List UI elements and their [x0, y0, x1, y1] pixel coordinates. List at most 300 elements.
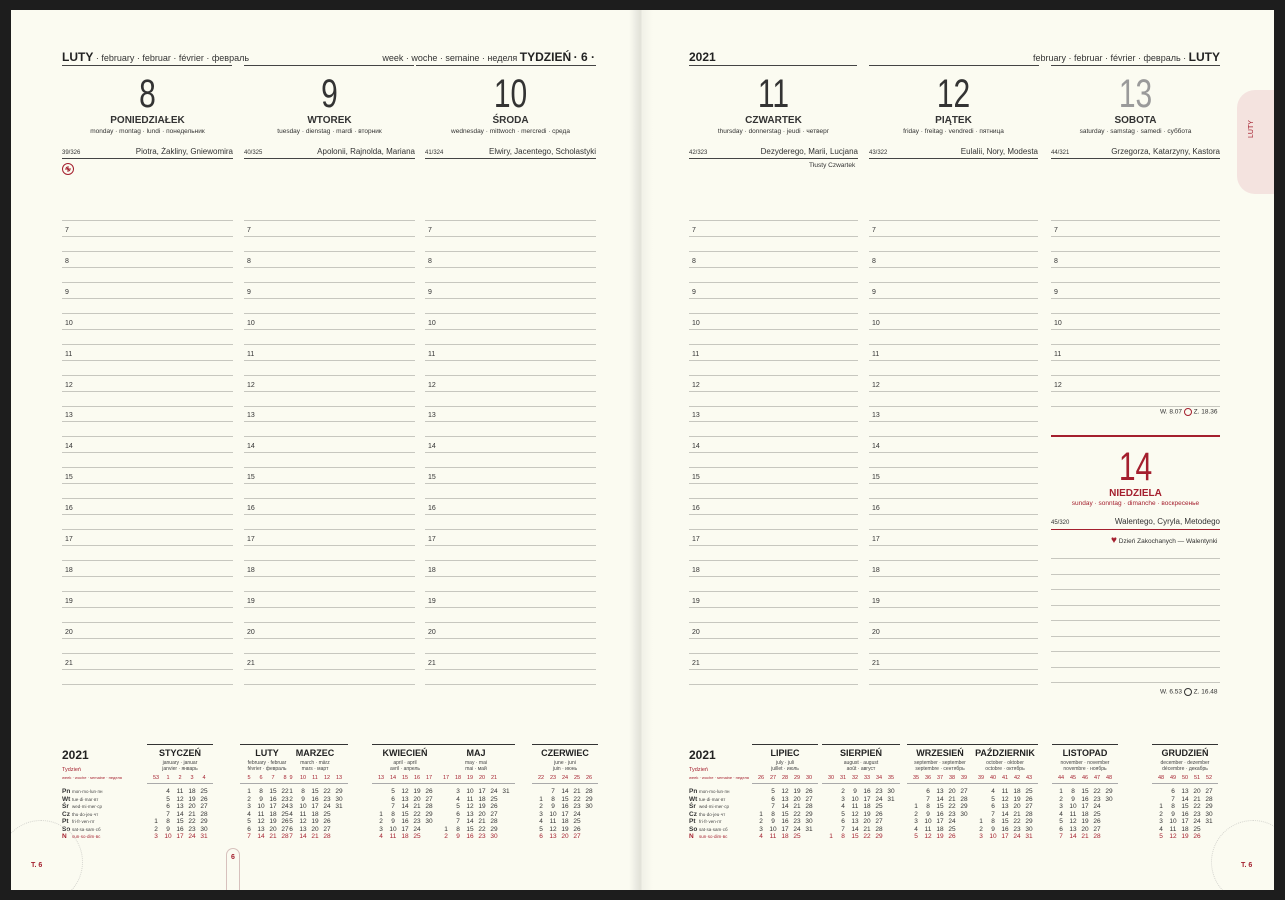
hour-line[interactable] — [62, 298, 233, 299]
mini-day[interactable]: 2 — [154, 825, 158, 833]
hour-line[interactable] — [425, 282, 596, 283]
mini-day[interactable]: 14 — [176, 810, 184, 818]
hour-line[interactable] — [244, 267, 415, 268]
hour-line[interactable] — [425, 391, 596, 392]
hour-line[interactable] — [425, 545, 596, 546]
hour-line[interactable] — [244, 529, 415, 530]
mini-day[interactable]: 25 — [413, 833, 421, 840]
mini-day[interactable]: 17 — [1001, 833, 1009, 840]
mini-day[interactable]: 11 — [549, 818, 557, 825]
mini-day[interactable]: 1 — [379, 810, 383, 818]
mini-day[interactable]: 8 — [551, 795, 555, 803]
mini-day[interactable]: 31 — [805, 825, 813, 833]
mini-day[interactable]: 6 — [456, 810, 460, 818]
mini-day[interactable]: 14 — [401, 803, 409, 810]
mini-day[interactable]: 7 — [991, 810, 995, 818]
hour-line[interactable] — [869, 236, 1038, 237]
mini-day[interactable]: 30 — [1105, 795, 1113, 803]
hour-line[interactable] — [244, 282, 415, 283]
mini-day[interactable]: 28 — [490, 818, 498, 825]
mini-day[interactable]: 26 — [200, 795, 208, 803]
mini-day[interactable]: 23 — [573, 803, 581, 810]
hour-line[interactable] — [1051, 313, 1220, 314]
hour-line[interactable] — [244, 498, 415, 499]
hour-line[interactable] — [244, 622, 415, 623]
mini-day[interactable]: 17 — [478, 788, 486, 795]
hour-line[interactable] — [425, 669, 596, 670]
mini-day[interactable]: 2 — [759, 818, 763, 825]
mini-day[interactable]: 25 — [573, 818, 581, 825]
mini-day[interactable]: 1 — [1059, 788, 1063, 795]
mini-day[interactable]: 3 — [247, 803, 251, 810]
hour-line[interactable] — [869, 653, 1038, 654]
hour-line[interactable] — [689, 282, 858, 283]
mini-day[interactable]: 27 — [875, 818, 883, 825]
mini-day[interactable]: 23 — [1093, 795, 1101, 803]
mini-day[interactable]: 5 — [289, 818, 293, 825]
mini-day[interactable]: 12 — [1069, 818, 1077, 825]
mini-day[interactable]: 13 — [1069, 825, 1077, 833]
mini-day[interactable]: 15 — [1001, 818, 1009, 825]
mini-day[interactable]: 20 — [948, 788, 956, 795]
mini-day[interactable]: 26 — [323, 818, 331, 825]
hour-line[interactable] — [244, 236, 415, 237]
mini-day[interactable]: 27 — [960, 788, 968, 795]
mini-day[interactable]: 13 — [549, 833, 557, 840]
mini-day[interactable]: 23 — [793, 818, 801, 825]
mini-day[interactable]: 27 — [1205, 788, 1213, 795]
hour-line[interactable] — [62, 452, 233, 453]
hour-line[interactable] — [244, 452, 415, 453]
hour-line[interactable] — [244, 329, 415, 330]
mini-day[interactable]: 26 — [1093, 818, 1101, 825]
mini-day[interactable]: 17 — [269, 803, 277, 810]
mini-day[interactable]: 19 — [413, 788, 421, 795]
hour-line[interactable] — [62, 622, 233, 623]
hour-line[interactable] — [425, 360, 596, 361]
hour-line[interactable] — [425, 591, 596, 592]
hour-line[interactable] — [689, 514, 858, 515]
hour-line[interactable] — [425, 622, 596, 623]
hour-line[interactable] — [425, 607, 596, 608]
mini-day[interactable]: 20 — [793, 795, 801, 803]
mini-day[interactable]: 14 — [851, 825, 859, 833]
mini-day[interactable]: 26 — [1025, 795, 1033, 803]
mini-day[interactable]: 23 — [281, 795, 289, 803]
mini-day[interactable]: 25 — [875, 803, 883, 810]
hour-line[interactable] — [689, 529, 858, 530]
mini-day[interactable]: 13 — [401, 795, 409, 803]
mini-day[interactable]: 28 — [200, 810, 208, 818]
mini-day[interactable]: 16 — [311, 795, 319, 803]
mini-day[interactable]: 8 — [1071, 788, 1075, 795]
mini-day[interactable]: 16 — [176, 825, 184, 833]
mini-day[interactable]: 6 — [771, 795, 775, 803]
mini-day[interactable]: 22 — [573, 795, 581, 803]
mini-day[interactable]: 10 — [164, 833, 172, 840]
mini-day[interactable]: 21 — [863, 825, 871, 833]
mini-day[interactable]: 8 — [391, 810, 395, 818]
mini-day[interactable]: 14 — [1069, 833, 1077, 840]
mini-day[interactable]: 22 — [1013, 818, 1021, 825]
mini-day[interactable]: 2 — [289, 795, 293, 803]
mini-day[interactable]: 29 — [805, 810, 813, 818]
mini-day[interactable]: 18 — [1081, 810, 1089, 818]
hour-line[interactable] — [62, 329, 233, 330]
mini-day[interactable]: 14 — [1001, 810, 1009, 818]
mini-day[interactable]: 3 — [841, 795, 845, 803]
mini-day[interactable]: 26 — [948, 833, 956, 840]
mini-day[interactable]: 29 — [425, 810, 433, 818]
hour-line[interactable] — [1051, 251, 1220, 252]
mini-day[interactable]: 4 — [456, 795, 460, 803]
mini-day[interactable]: 1 — [759, 810, 763, 818]
mini-day[interactable]: 30 — [1205, 810, 1213, 818]
hour-line[interactable] — [425, 560, 596, 561]
mini-day[interactable]: 17 — [1081, 803, 1089, 810]
mini-day[interactable]: 5 — [1059, 818, 1063, 825]
mini-day[interactable]: 10 — [769, 825, 777, 833]
mini-day[interactable]: 26 — [875, 810, 883, 818]
hour-line[interactable] — [62, 406, 233, 407]
mini-day[interactable]: 10 — [466, 788, 474, 795]
hour-line[interactable] — [425, 421, 596, 422]
mini-day[interactable]: 20 — [413, 795, 421, 803]
hour-line[interactable] — [425, 267, 596, 268]
note-line[interactable] — [1051, 558, 1220, 559]
mini-day[interactable]: 4 — [1159, 825, 1163, 833]
hour-line[interactable] — [244, 669, 415, 670]
mini-day[interactable]: 2 — [841, 788, 845, 795]
mini-day[interactable]: 11 — [299, 810, 307, 818]
hour-line[interactable] — [62, 483, 233, 484]
mini-day[interactable]: 17 — [176, 833, 184, 840]
mini-day[interactable]: 11 — [257, 810, 265, 818]
mini-day[interactable]: 14 — [257, 833, 265, 840]
mini-day[interactable]: 1 — [154, 818, 158, 825]
hour-line[interactable] — [425, 452, 596, 453]
mini-day[interactable]: 8 — [991, 818, 995, 825]
hour-line[interactable] — [869, 483, 1038, 484]
mini-day[interactable]: 14 — [1181, 795, 1189, 803]
hour-line[interactable] — [689, 344, 858, 345]
mini-day[interactable]: 4 — [289, 810, 293, 818]
hour-line[interactable] — [869, 529, 1038, 530]
mini-day[interactable]: 9 — [991, 825, 995, 833]
mini-day[interactable]: 22 — [413, 810, 421, 818]
hour-line[interactable] — [1051, 282, 1220, 283]
mini-day[interactable]: 26 — [805, 788, 813, 795]
mini-day[interactable]: 12 — [549, 825, 557, 833]
mini-day[interactable]: 21 — [948, 795, 956, 803]
mini-day[interactable]: 5 — [1159, 833, 1163, 840]
mini-day[interactable]: 20 — [561, 833, 569, 840]
mini-day[interactable]: 28 — [1025, 810, 1033, 818]
mini-day[interactable]: 18 — [478, 795, 486, 803]
mini-day[interactable]: 11 — [1169, 825, 1177, 833]
hour-line[interactable] — [62, 529, 233, 530]
mini-day[interactable]: 2 — [914, 810, 918, 818]
mini-day[interactable]: 19 — [1013, 795, 1021, 803]
mini-day[interactable]: 12 — [466, 803, 474, 810]
mini-day[interactable]: 12 — [401, 788, 409, 795]
hour-line[interactable] — [869, 669, 1038, 670]
hour-line[interactable] — [1051, 298, 1220, 299]
hour-line[interactable] — [244, 591, 415, 592]
mini-day[interactable]: 20 — [269, 825, 277, 833]
hour-line[interactable] — [244, 406, 415, 407]
mini-day[interactable]: 2 — [444, 833, 448, 840]
mini-day[interactable]: 10 — [389, 825, 397, 833]
mini-day[interactable]: 31 — [1205, 818, 1213, 825]
hour-line[interactable] — [62, 545, 233, 546]
mini-day[interactable]: 21 — [269, 833, 277, 840]
hour-line[interactable] — [689, 298, 858, 299]
hour-line[interactable] — [1051, 406, 1220, 407]
hour-line[interactable] — [1051, 329, 1220, 330]
mini-day[interactable]: 15 — [1181, 803, 1189, 810]
mini-day[interactable]: 20 — [863, 818, 871, 825]
mini-day[interactable]: 1 — [1159, 803, 1163, 810]
mini-day[interactable]: 26 — [425, 788, 433, 795]
mini-day[interactable]: 29 — [960, 803, 968, 810]
mini-day[interactable]: 22 — [281, 788, 289, 795]
mini-day[interactable]: 24 — [323, 803, 331, 810]
hour-line[interactable] — [425, 653, 596, 654]
mini-day[interactable]: 11 — [389, 833, 397, 840]
note-line[interactable] — [1051, 682, 1220, 683]
mini-day[interactable]: 7 — [551, 788, 555, 795]
mini-day[interactable]: 19 — [936, 833, 944, 840]
hour-line[interactable] — [689, 576, 858, 577]
mini-day[interactable]: 16 — [863, 788, 871, 795]
hour-line[interactable] — [425, 514, 596, 515]
mini-day[interactable]: 9 — [391, 818, 395, 825]
hour-line[interactable] — [62, 638, 233, 639]
hour-line[interactable] — [62, 669, 233, 670]
hour-line[interactable] — [689, 360, 858, 361]
hour-line[interactable] — [689, 498, 858, 499]
hour-line[interactable] — [869, 514, 1038, 515]
hour-line[interactable] — [689, 545, 858, 546]
mini-day[interactable]: 10 — [924, 818, 932, 825]
mini-day[interactable]: 8 — [259, 788, 263, 795]
mini-day[interactable]: 21 — [793, 803, 801, 810]
mini-day[interactable]: 6 — [1059, 825, 1063, 833]
mini-day[interactable]: 5 — [391, 788, 395, 795]
mini-day[interactable]: 6 — [539, 833, 543, 840]
mini-day[interactable]: 26 — [573, 825, 581, 833]
hour-line[interactable] — [244, 375, 415, 376]
mini-day[interactable]: 15 — [176, 818, 184, 825]
hour-line[interactable] — [62, 344, 233, 345]
hour-line[interactable] — [869, 421, 1038, 422]
mini-day[interactable]: 10 — [1069, 803, 1077, 810]
mini-day[interactable]: 8 — [301, 788, 305, 795]
hour-line[interactable] — [869, 560, 1038, 561]
hour-line[interactable] — [425, 576, 596, 577]
hour-line[interactable] — [244, 360, 415, 361]
mini-day[interactable]: 17 — [401, 825, 409, 833]
hour-line[interactable] — [244, 607, 415, 608]
mini-day[interactable]: 23 — [1013, 825, 1021, 833]
mini-day[interactable]: 14 — [781, 803, 789, 810]
hour-line[interactable] — [869, 267, 1038, 268]
mini-day[interactable]: 30 — [200, 825, 208, 833]
hour-line[interactable] — [62, 467, 233, 468]
mini-day[interactable]: 9 — [926, 810, 930, 818]
mini-day[interactable]: 2 — [539, 803, 543, 810]
hour-line[interactable] — [244, 576, 415, 577]
mini-day[interactable]: 24 — [1193, 818, 1201, 825]
mini-day[interactable]: 13 — [257, 825, 265, 833]
hour-line[interactable] — [62, 267, 233, 268]
mini-day[interactable]: 5 — [771, 788, 775, 795]
mini-day[interactable]: 25 — [323, 810, 331, 818]
hour-line[interactable] — [62, 360, 233, 361]
mini-day[interactable]: 29 — [1105, 788, 1113, 795]
mini-day[interactable]: 9 — [551, 803, 555, 810]
mini-day[interactable]: 4 — [841, 803, 845, 810]
hour-line[interactable] — [62, 607, 233, 608]
mini-day[interactable]: 2 — [1059, 795, 1063, 803]
mini-day[interactable]: 16 — [401, 818, 409, 825]
hour-line[interactable] — [62, 282, 233, 283]
mini-day[interactable]: 21 — [573, 788, 581, 795]
mini-day[interactable]: 29 — [490, 825, 498, 833]
hour-line[interactable] — [1051, 267, 1220, 268]
hour-line[interactable] — [244, 560, 415, 561]
mini-day[interactable]: 12 — [176, 795, 184, 803]
hour-line[interactable] — [425, 251, 596, 252]
mini-day[interactable]: 14 — [561, 788, 569, 795]
mini-day[interactable]: 10 — [1169, 818, 1177, 825]
mini-day[interactable]: 13 — [1181, 788, 1189, 795]
mini-day[interactable]: 26 — [1193, 833, 1201, 840]
hour-line[interactable] — [689, 421, 858, 422]
hour-line[interactable] — [869, 329, 1038, 330]
mini-day[interactable]: 31 — [502, 788, 510, 795]
mini-day[interactable]: 27 — [1025, 803, 1033, 810]
hour-line[interactable] — [425, 483, 596, 484]
mini-day[interactable]: 8 — [926, 803, 930, 810]
mini-day[interactable]: 15 — [1081, 788, 1089, 795]
hour-line[interactable] — [244, 313, 415, 314]
hour-line[interactable] — [1051, 344, 1220, 345]
mini-day[interactable]: 30 — [490, 833, 498, 840]
mini-day[interactable]: 5 — [456, 803, 460, 810]
mini-day[interactable]: 12 — [924, 833, 932, 840]
hour-line[interactable] — [869, 684, 1038, 685]
mini-day[interactable]: 24 — [413, 825, 421, 833]
mini-day[interactable]: 29 — [335, 788, 343, 795]
hour-line[interactable] — [1051, 391, 1220, 392]
mini-day[interactable]: 4 — [1059, 810, 1063, 818]
mini-day[interactable]: 15 — [936, 803, 944, 810]
hour-line[interactable] — [689, 236, 858, 237]
mini-day[interactable]: 28 — [1093, 833, 1101, 840]
mini-day[interactable]: 24 — [793, 825, 801, 833]
mini-day[interactable]: 19 — [1081, 818, 1089, 825]
hour-line[interactable] — [869, 375, 1038, 376]
mini-day[interactable]: 4 — [166, 788, 170, 795]
hour-line[interactable] — [689, 483, 858, 484]
mini-day[interactable]: 28 — [960, 795, 968, 803]
mini-day[interactable]: 9 — [1071, 795, 1075, 803]
hour-line[interactable] — [62, 560, 233, 561]
mini-day[interactable]: 14 — [936, 795, 944, 803]
mini-day[interactable]: 31 — [887, 795, 895, 803]
mini-day[interactable]: 19 — [269, 818, 277, 825]
hour-line[interactable] — [689, 391, 858, 392]
mini-day[interactable]: 5 — [247, 818, 251, 825]
mini-day[interactable]: 13 — [781, 795, 789, 803]
mini-day[interactable]: 8 — [1171, 803, 1175, 810]
mini-day[interactable]: 16 — [269, 795, 277, 803]
mini-day[interactable]: 19 — [188, 795, 196, 803]
hour-line[interactable] — [244, 251, 415, 252]
hour-line[interactable] — [1051, 236, 1220, 237]
mini-day[interactable]: 8 — [166, 818, 170, 825]
hour-line[interactable] — [689, 684, 858, 685]
mini-day[interactable]: 15 — [561, 795, 569, 803]
mini-day[interactable]: 7 — [771, 803, 775, 810]
hour-line[interactable] — [869, 360, 1038, 361]
mini-day[interactable]: 20 — [188, 803, 196, 810]
mini-day[interactable]: 9 — [1171, 810, 1175, 818]
mini-day[interactable]: 17 — [311, 803, 319, 810]
hour-line[interactable] — [62, 653, 233, 654]
mini-day[interactable]: 20 — [1081, 825, 1089, 833]
mini-day[interactable]: 11 — [924, 825, 932, 833]
mini-day[interactable]: 9 — [259, 795, 263, 803]
mini-day[interactable]: 3 — [1159, 818, 1163, 825]
mini-day[interactable]: 2 — [1159, 810, 1163, 818]
hour-line[interactable] — [244, 684, 415, 685]
mini-day[interactable]: 27 — [1093, 825, 1101, 833]
mini-day[interactable]: 30 — [960, 810, 968, 818]
mini-day[interactable]: 25 — [200, 788, 208, 795]
mini-day[interactable]: 20 — [311, 825, 319, 833]
mini-day[interactable]: 6 — [247, 825, 251, 833]
mini-day[interactable]: 9 — [853, 788, 857, 795]
mini-day[interactable]: 21 — [188, 810, 196, 818]
mini-day[interactable]: 6 — [1171, 788, 1175, 795]
mini-day[interactable]: 18 — [1181, 825, 1189, 833]
hour-line[interactable] — [689, 375, 858, 376]
mini-day[interactable]: 18 — [269, 810, 277, 818]
mini-day[interactable]: 6 — [841, 818, 845, 825]
mini-day[interactable]: 11 — [176, 788, 184, 795]
mini-day[interactable]: 27 — [425, 795, 433, 803]
mini-day[interactable]: 23 — [323, 795, 331, 803]
mini-day[interactable]: 1 — [247, 788, 251, 795]
mini-day[interactable]: 10 — [989, 833, 997, 840]
mini-day[interactable]: 21 — [413, 803, 421, 810]
mini-day[interactable]: 18 — [401, 833, 409, 840]
mini-day[interactable]: 12 — [851, 810, 859, 818]
hour-line[interactable] — [689, 638, 858, 639]
mini-day[interactable]: 12 — [1001, 795, 1009, 803]
mini-day[interactable]: 3 — [289, 803, 293, 810]
hour-line[interactable] — [244, 344, 415, 345]
mini-day[interactable]: 15 — [781, 810, 789, 818]
hour-line[interactable] — [425, 329, 596, 330]
hour-line[interactable] — [689, 436, 858, 437]
mini-day[interactable]: 17 — [936, 818, 944, 825]
mini-day[interactable]: 23 — [188, 825, 196, 833]
mini-day[interactable]: 15 — [466, 825, 474, 833]
